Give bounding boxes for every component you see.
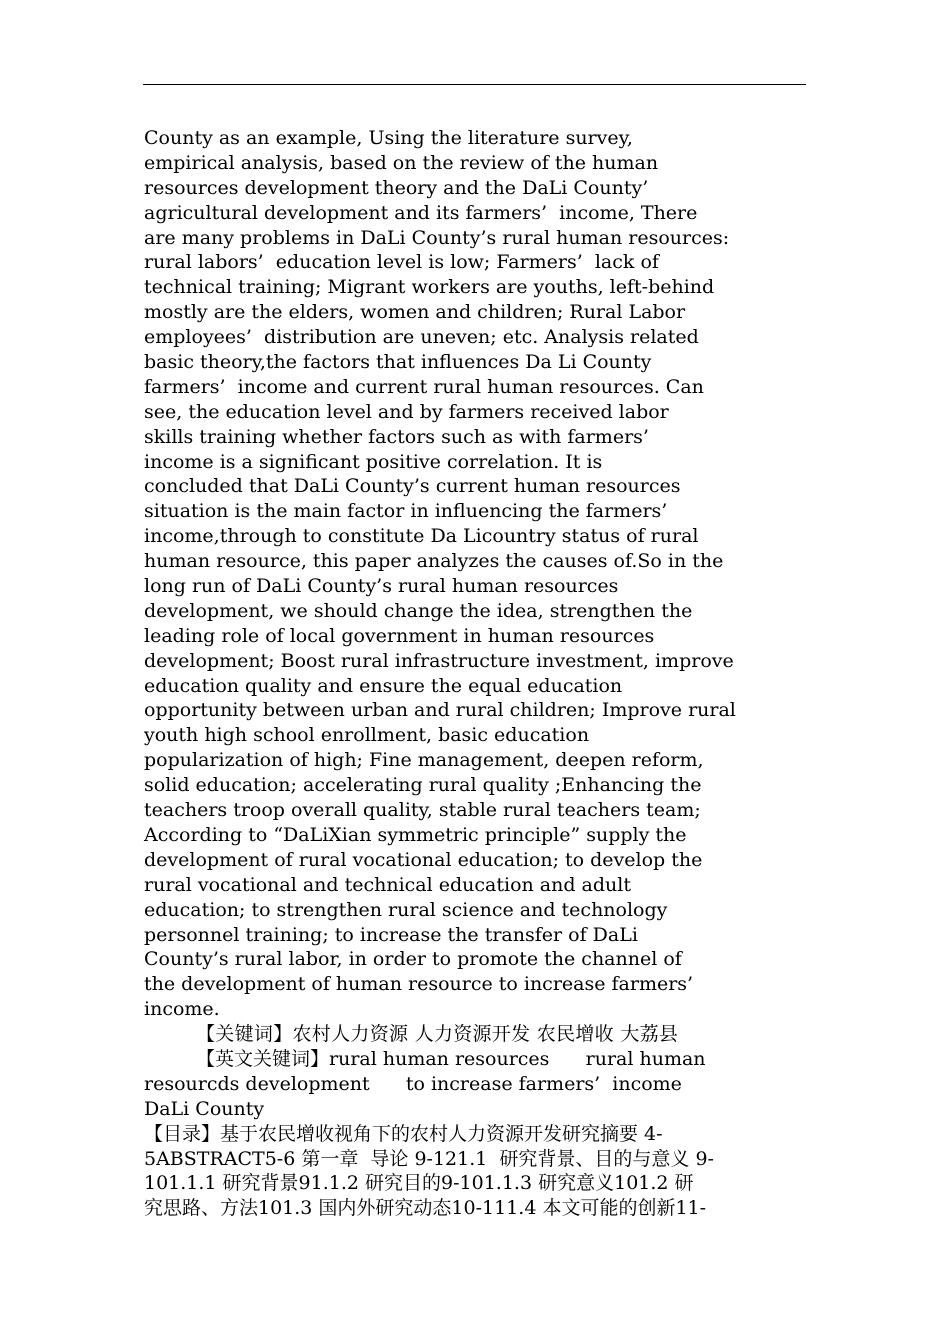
abstract-line: solid education; accelerating rural quality ;Enhancing the: [144, 774, 702, 797]
abstract-line: human resource, this paper analyzes the causes of.So in the: [144, 550, 724, 573]
abstract-line: basic theory,the factors that influences Da Li County: [144, 351, 652, 374]
table-of-contents: [144, 1122, 809, 1222]
abstract-line: see, the education level and by farmers received labor: [144, 400, 669, 423]
english-abstract: [144, 126, 809, 1022]
abstract-line: are many problems in DaLi County’s rural human resources:: [144, 226, 730, 249]
abstract-line: education quality and ensure the equal education: [144, 674, 623, 697]
abstract-line: youth high school enrollment, basic education: [144, 724, 590, 747]
chinese-keywords: 【关键词】农村人力资源 人力资源开发 农民增收 大荔县: [196, 1023, 679, 1046]
english-keywords: [144, 1047, 809, 1122]
abstract-line: popularization of high; Fine management, deepen reform,: [144, 749, 704, 772]
abstract-line: long run of DaLi County’s rural human resources: [144, 575, 619, 598]
abstract-line: empirical analysis, based on the review of the human: [144, 151, 659, 174]
abstract-line: concluded that DaLi County’s current human resources: [144, 475, 681, 498]
abstract-line: development, we should change the idea, strengthen the: [144, 599, 693, 622]
toc-line: 5ABSTRACT5-6 第一章 导论 9-121.1 研究背景、目的与意义 9-: [144, 1147, 714, 1170]
abstract-line: development of rural vocational education; to develop the: [144, 848, 703, 871]
header-rule: [143, 84, 806, 85]
abstract-line: resources development theory and the DaLi County’: [144, 176, 649, 199]
toc-line: 【目录】基于农民增收视角下的农村人力资源开发研究摘要 4-: [144, 1122, 663, 1145]
abstract-line: farmers’ income and current rural human resources. Can: [144, 375, 704, 398]
toc-line: 究思路、方法101.3 国内外研究动态10-111.4 本文可能的创新11-: [144, 1197, 707, 1220]
abstract-line: leading role of local government in human resources: [144, 624, 655, 647]
abstract-line: income is a significant positive correlation. It is: [144, 450, 603, 473]
abstract-line: education; to strengthen rural science and technology: [144, 898, 668, 921]
abstract-line: County’s rural labor, in order to promote the channel of: [144, 948, 682, 971]
abstract-line: rural labors’ education level is low; Farmers’ lack of: [144, 251, 659, 274]
abstract-line: technical training; Migrant workers are youths, left-behind: [144, 276, 715, 299]
abstract-line: income.: [144, 998, 220, 1021]
abstract-line: employees’ distribution are uneven; etc. Analysis related: [144, 326, 699, 349]
abstract-line: personnel training; to increase the transfer of DaLi: [144, 923, 638, 946]
abstract-line: According to “DaLiXian symmetric principle” supply the: [144, 823, 687, 846]
abstract-line: the development of human resource to increase farmers’: [144, 973, 694, 996]
abstract-line: mostly are the elders, women and children; Rural Labor: [144, 301, 686, 324]
abstract-line: rural vocational and technical education and adult: [144, 873, 631, 896]
document-body: [144, 126, 809, 1221]
english-keywords-line: 【英文关键词】rural human resources rural human: [196, 1047, 706, 1070]
abstract-line: agricultural development and its farmers’ income, There: [144, 201, 698, 224]
abstract-line: teachers troop overall quality, stable rural teachers team;: [144, 799, 701, 822]
abstract-line: County as an example, Using the literature survey,: [144, 127, 633, 149]
english-keywords-line: DaLi County: [144, 1097, 265, 1120]
abstract-line: skills training whether factors such as with farmers’: [144, 425, 649, 448]
abstract-line: income,through to constitute Da Licountry status of rural: [144, 525, 699, 548]
abstract-line: development; Boost rural infrastructure investment, improve: [144, 649, 734, 672]
abstract-line: opportunity between urban and rural children; Improve rural: [144, 699, 736, 722]
english-keywords-line: resourcds development to increase farmers’ income: [144, 1072, 682, 1095]
abstract-line: situation is the main factor in influencing the farmers’: [144, 500, 668, 523]
toc-line: 101.1.1 研究背景91.1.2 研究目的9-101.1.3 研究意义101.2 研: [144, 1172, 694, 1195]
